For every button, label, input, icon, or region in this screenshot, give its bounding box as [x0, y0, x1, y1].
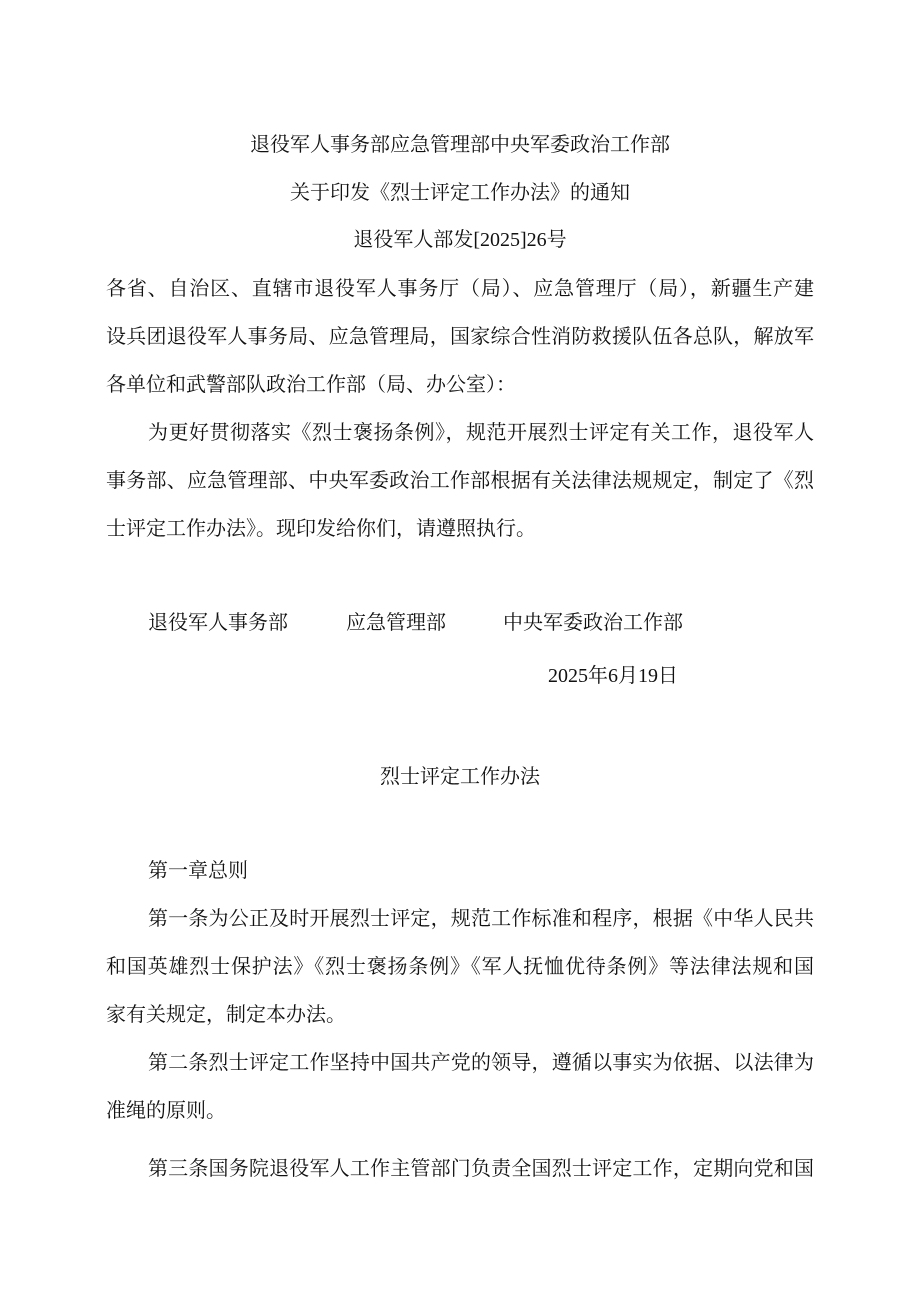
signatory-org-emergency: 应急管理部: [346, 610, 446, 634]
article-line: 第一条为公正及时开展烈士评定，规范工作标准和程序，根据《中华人民共: [148, 906, 814, 930]
signing-date: 2025年6月19日: [548, 665, 678, 687]
article-line: 和国英雄烈士保护法》《烈士褒扬条例》《军人抚恤优待条例》等法律法规和国: [106, 954, 814, 978]
article-line: 第三条国务院退役军人工作主管部门负责全国烈士评定工作，定期向党和国: [148, 1156, 814, 1180]
document-number: 退役军人部发[2025]26号: [353, 229, 567, 251]
notice-paragraph-line: 为更好贯彻落实《烈士褒扬条例》，规范开展烈士评定有关工作，退役军人: [148, 420, 814, 444]
addressee-line: 各单位和武警部队政治工作部（局、办公室）：: [106, 372, 516, 396]
notice-paragraph-line: 士评定工作办法》。现印发给你们，请遵照执行。: [106, 516, 536, 540]
chapter-heading: 第一章总则: [148, 858, 248, 882]
article-line: 第二条烈士评定工作坚持中国共产党的领导，遵循以事实为依据、以法律为: [148, 1050, 814, 1074]
notice-title-line2: 关于印发《烈士评定工作办法》的通知: [290, 180, 630, 204]
addressee-line: 各省、自治区、直辖市退役军人事务厅（局）、应急管理厅（局），新疆生产建: [106, 276, 814, 300]
notice-title-line1: 退役军人事务部应急管理部中央军委政治工作部: [250, 132, 670, 156]
article-line: 家有关规定，制定本办法。: [106, 1002, 346, 1026]
regulation-title: 烈士评定工作办法: [380, 764, 540, 788]
notice-paragraph-line: 事务部、应急管理部、中央军委政治工作部根据有关法律法规规定，制定了《烈: [106, 468, 814, 492]
article-line: 准绳的原则。: [106, 1098, 226, 1122]
addressee-line: 设兵团退役军人事务局、应急管理局，国家综合性消防救援队伍各总队，解放军: [106, 324, 814, 348]
signatory-org-cmc: 中央军委政治工作部: [503, 610, 683, 634]
signatory-org-veterans: 退役军人事务部: [148, 610, 288, 634]
